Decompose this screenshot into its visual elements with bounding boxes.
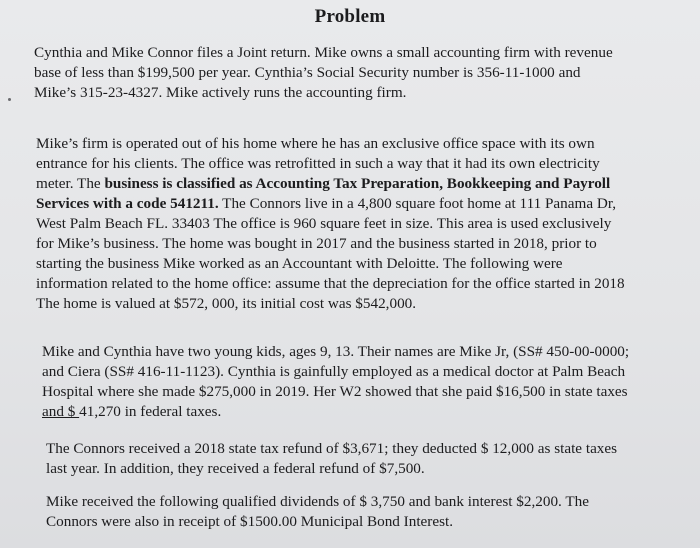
text-line: The home is valued at $572, 000, its initial cost was $542,000. bbox=[36, 295, 417, 312]
text-line: information related to the home office: assume that the depreciation for the office started in 2018 bbox=[36, 275, 625, 292]
text-line: last year. In addition, they received a federal refund of $7,500. bbox=[46, 460, 425, 477]
text-line: for Mike’s business. The home was bought in 2017 and the business started in 2018, prior to bbox=[36, 235, 597, 252]
text-segment: The Connors live in a 4,800 square foot home at 111 Panama Dr, bbox=[218, 195, 617, 212]
text-segment: meter. The bbox=[36, 175, 105, 192]
text-line: base of less than $199,500 per year. Cynthia’s Social Security number is 356-11-1000 and bbox=[34, 64, 581, 81]
text-segment: 41,270 in federal taxes. bbox=[79, 403, 222, 420]
text-line bbox=[42, 402, 629, 422]
bold-business-code: Services with a code 541211. bbox=[36, 195, 219, 212]
text-line bbox=[36, 174, 625, 194]
bold-business-classification: business is classified as Accounting Tax Preparation, Bookkeeping and Payroll bbox=[104, 175, 611, 192]
text-line: Mike and Cynthia have two young kids, ages 9, 13. Their names are Mike Jr, (SS# 450-00-0000; bbox=[42, 343, 630, 360]
margin-dot bbox=[8, 98, 11, 101]
paragraph-refunds bbox=[46, 439, 617, 479]
paragraph-dependents-income bbox=[42, 342, 629, 422]
text-line: West Palm Beach FL. 33403 The office is 960 square feet in size. This area is used exclusively bbox=[36, 215, 612, 232]
text-line: Connors were also in receipt of $1500.00 Municipal Bond Interest. bbox=[46, 513, 454, 530]
text-line: Mike’s firm is operated out of his home where he has an exclusive office space with its own bbox=[36, 135, 595, 152]
page-title: Problem bbox=[314, 6, 386, 27]
paragraph-filing-status bbox=[34, 43, 613, 103]
underlined-text: and $ bbox=[42, 403, 80, 420]
text-line: Mike received the following qualified dividends of $ 3,750 and bank interest $2,200. The bbox=[46, 493, 589, 510]
paragraph-home-office bbox=[36, 134, 625, 314]
text-line: Hospital where she made $275,000 in 2019. Her W2 showed that she paid $16,500 in state taxes bbox=[42, 383, 628, 400]
text-line: entrance for his clients. The office was retrofitted in such a way that it had its own electricity bbox=[36, 155, 600, 172]
text-line: The Connors received a 2018 state tax refund of $3,671; they deducted $ 12,000 as state taxes bbox=[46, 440, 618, 457]
text-line: starting the business Mike worked as an Accountant with Deloitte. The following were bbox=[36, 255, 563, 272]
text-line: Cynthia and Mike Connor files a Joint return. Mike owns a small accounting firm with revenue bbox=[34, 44, 613, 61]
paragraph-dividends-interest bbox=[46, 492, 589, 532]
text-line: and Ciera (SS# 416-11-1123). Cynthia is gainfully employed as a medical doctor at Palm Beach bbox=[42, 363, 626, 380]
text-line bbox=[36, 194, 625, 214]
text-line: Mike’s 315-23-4327. Mike actively runs the accounting firm. bbox=[34, 84, 407, 101]
